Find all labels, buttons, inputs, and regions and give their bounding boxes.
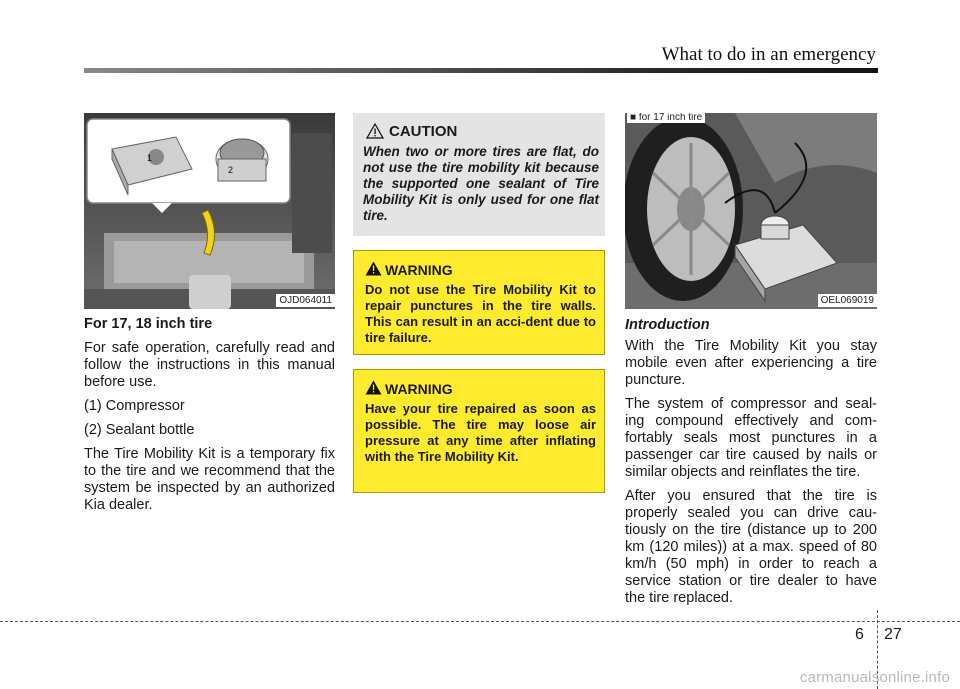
trunk-photo bbox=[84, 113, 335, 309]
image-code-left: OJD064011 bbox=[276, 294, 335, 307]
warning-text-1: Do not use the Tire Mobility Kit to repair punctures in the tire walls. This can result in an acci-dent due to tire failure. bbox=[365, 282, 596, 345]
paragraph: (1) Compressor bbox=[84, 398, 185, 414]
warning-box-1 bbox=[353, 250, 605, 355]
warning-triangle-icon bbox=[365, 261, 382, 276]
tire-compressor-illustration bbox=[625, 113, 877, 309]
paragraph: The Tire Mobility Kit is a temporary fix to the tire and we recommend that the system be inspected by an authorized Kia dealer. bbox=[84, 446, 335, 513]
sealant-number-label: 2 bbox=[228, 165, 234, 175]
caution-triangle-icon bbox=[366, 123, 384, 139]
paragraph: With the Tire Mobility Kit you stay mobile even after experiencing a tire puncture. bbox=[625, 338, 877, 388]
paragraph: (2) Sealant bottle bbox=[84, 422, 195, 438]
left-heading: For 17, 18 inch tire bbox=[84, 316, 213, 332]
watermark: carmanualsonline.info bbox=[799, 669, 950, 686]
trunk-illustration bbox=[84, 113, 335, 309]
compressor-number-label: 1 bbox=[147, 153, 153, 163]
caution-title: CAUTION bbox=[389, 123, 458, 140]
caution-text: When two or more tires are flat, do not use the tire mobility kit because the supported one sealant of Tire Mobility Kit is only used for one flat tire. bbox=[363, 144, 599, 223]
left-text-column bbox=[84, 316, 335, 521]
introduction-heading: Introduction bbox=[625, 317, 710, 333]
warning-box-2 bbox=[353, 369, 605, 493]
section-title: What to do in an emergency bbox=[661, 44, 876, 65]
caution-box bbox=[353, 113, 605, 236]
paragraph: After you ensured that the tire is properly sealed you can drive cau-tiously on the tire (distance up to 200 km (120 miles)) at a max. speed of 80 km/h (50 mph) in order to reach a service station or tire dealer to have the tire replaced. bbox=[625, 488, 877, 606]
tire-photo bbox=[625, 113, 877, 309]
warning-title-2: WARNING bbox=[385, 381, 453, 397]
image-code-right: OEL069019 bbox=[818, 294, 877, 307]
warning-title-1: WARNING bbox=[385, 262, 453, 278]
page-number: 27 bbox=[884, 626, 902, 643]
right-text-column bbox=[625, 317, 877, 614]
warning-text-2: Have your tire repaired as soon as possible. The tire may loose air pressure at any time after inflating with the Tire Mobility Kit. bbox=[365, 401, 596, 464]
paragraph: For safe operation, carefully read and follow the instructions in this manual before use. bbox=[84, 340, 335, 390]
chapter-number: 6 bbox=[855, 626, 864, 643]
paragraph: The system of compressor and seal-ing compound effectively and com-fortably seals most punctures in a passenger car tire caused by nails or similar objects and reinflates the tire. bbox=[625, 396, 877, 480]
footer-dashed-rule bbox=[0, 621, 960, 622]
warning-triangle-icon bbox=[365, 380, 382, 395]
header-rule bbox=[84, 68, 878, 73]
image-variant-label: ■ for 17 inch tire bbox=[627, 113, 705, 123]
